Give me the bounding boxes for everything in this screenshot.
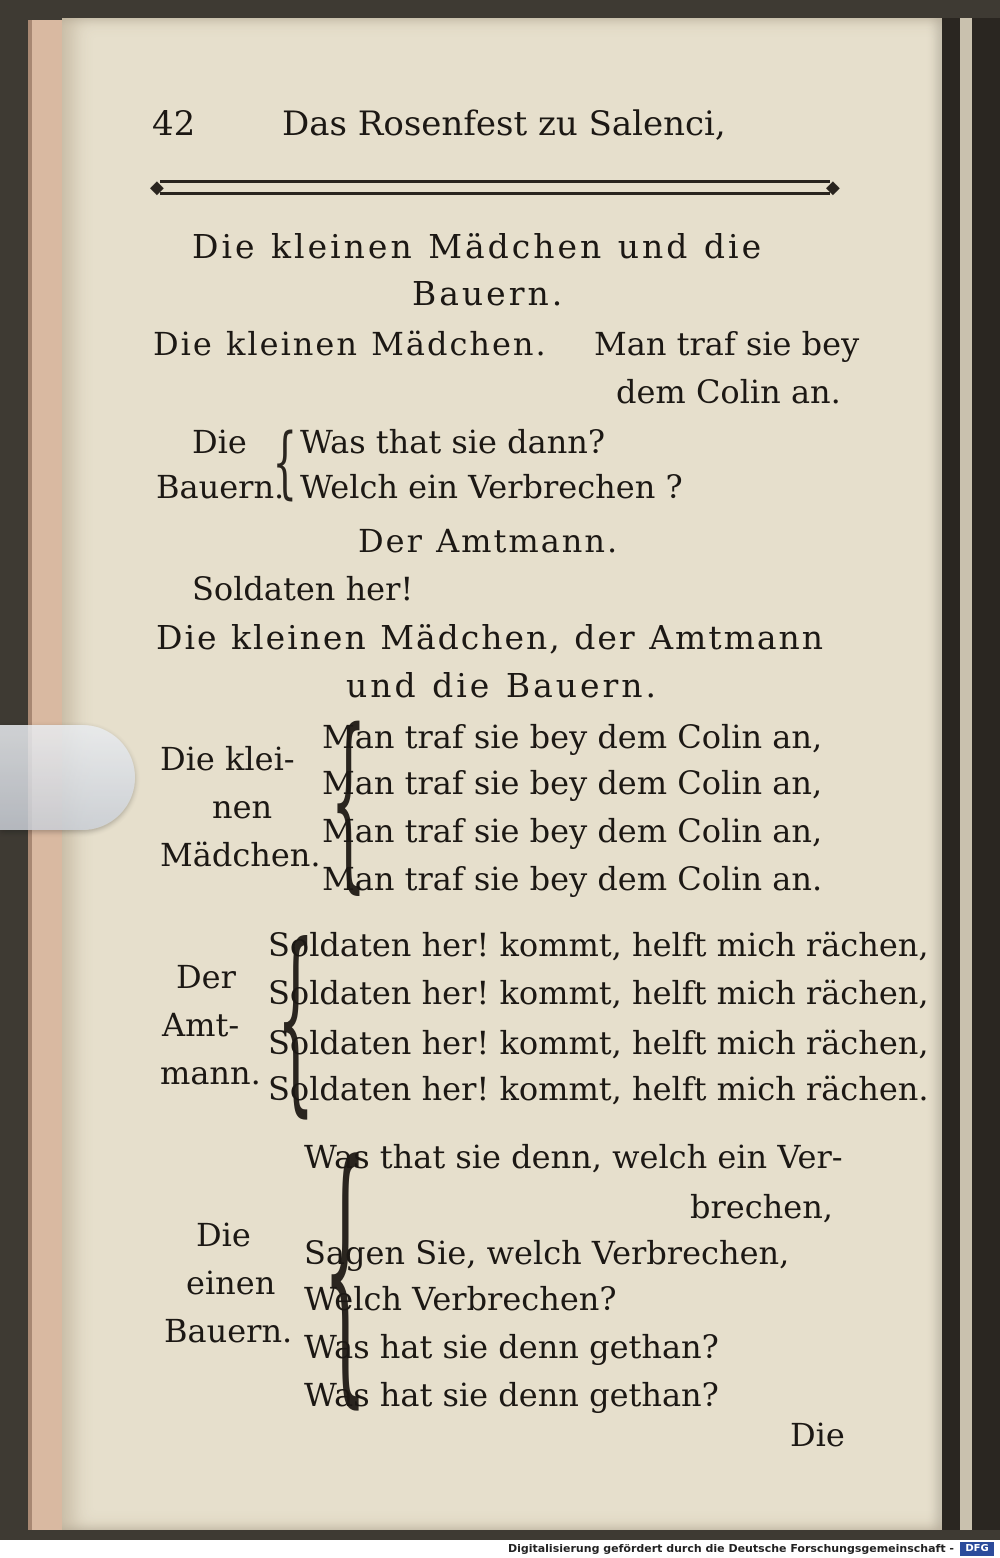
scene-heading-line2: Bauern. bbox=[412, 274, 566, 313]
speech-line: Man traf sie bey dem Colin an, bbox=[322, 812, 823, 850]
speaker-name: Bauern. bbox=[156, 468, 285, 506]
brace: { bbox=[276, 902, 315, 1135]
header-rule bbox=[160, 180, 830, 195]
scene-heading-line1: Die kleinen Mädchen und die bbox=[192, 227, 765, 266]
speaker-name: mann. bbox=[160, 1054, 261, 1092]
speech-line: Was hat sie denn gethan? bbox=[304, 1328, 719, 1366]
speaker-name: Der bbox=[176, 958, 236, 996]
speaker-name: Bauern. bbox=[164, 1312, 293, 1350]
brace: { bbox=[322, 1106, 368, 1432]
rule-ornament-right: ◆ bbox=[826, 177, 840, 198]
speech-line: Man traf sie bey dem Colin an, bbox=[322, 764, 823, 802]
speaker-name: Die kleinen Mädchen. bbox=[153, 325, 548, 363]
scene-heading-line2: und die Bauern. bbox=[346, 666, 660, 705]
plastic-page-clip bbox=[0, 725, 135, 830]
speaker-name: Die klei- bbox=[160, 740, 295, 778]
speech-line: Was hat sie denn gethan? bbox=[304, 1376, 719, 1414]
scene-heading-line1: Die kleinen Mädchen, der Amtmann bbox=[156, 618, 826, 657]
speech-line: brechen, bbox=[690, 1188, 833, 1226]
speaker-name: Amt- bbox=[162, 1006, 240, 1044]
speaker-name: einen bbox=[186, 1264, 276, 1302]
speaker-name: Der Amtmann. bbox=[358, 522, 620, 560]
facing-page-sliver bbox=[960, 18, 972, 1530]
speech-line: Welch Verbrechen? bbox=[304, 1280, 617, 1318]
speech-line: Soldaten her! kommt, helft mich rächen, bbox=[268, 974, 929, 1012]
speech-line: Soldaten her! kommt, helft mich rächen, bbox=[268, 926, 929, 964]
digitization-credit: Digitalisierung gefördert durch die Deutsche Forschungsgemeinschaft - bbox=[507, 1542, 954, 1555]
speech-line: Sagen Sie, welch Verbrechen, bbox=[304, 1234, 790, 1272]
speaker-name: Die bbox=[192, 423, 247, 461]
speech-line: Was that sie dann? bbox=[300, 423, 606, 461]
speech-line: Soldaten her! bbox=[192, 570, 414, 608]
speech-line: dem Colin an. bbox=[616, 373, 841, 411]
speech-line: Welch ein Verbrechen ? bbox=[300, 468, 683, 506]
speech-line: Man traf sie bey dem Colin an, bbox=[322, 718, 823, 756]
speech-line: Soldaten her! kommt, helft mich rächen, bbox=[268, 1024, 929, 1062]
page-number: 42 bbox=[152, 104, 196, 144]
speaker-name: Die bbox=[196, 1216, 251, 1254]
speech-line: Man traf sie bey bbox=[594, 325, 860, 363]
catchword: Die bbox=[790, 1416, 845, 1454]
rule-ornament-left: ◆ bbox=[150, 177, 164, 198]
running-title: Das Rosenfest zu Salenci, bbox=[282, 104, 726, 144]
speech-line: Was that sie denn, welch ein Ver- bbox=[304, 1138, 843, 1176]
speaker-name: Mädchen. bbox=[160, 836, 321, 874]
brace: { bbox=[330, 689, 367, 910]
speaker-name: nen bbox=[212, 788, 273, 826]
speech-line: Man traf sie bey dem Colin an. bbox=[322, 860, 823, 898]
speech-line: Soldaten her! kommt, helft mich rächen. bbox=[268, 1070, 929, 1108]
dfg-logo: DFG bbox=[960, 1542, 994, 1556]
brace: { bbox=[272, 418, 298, 508]
